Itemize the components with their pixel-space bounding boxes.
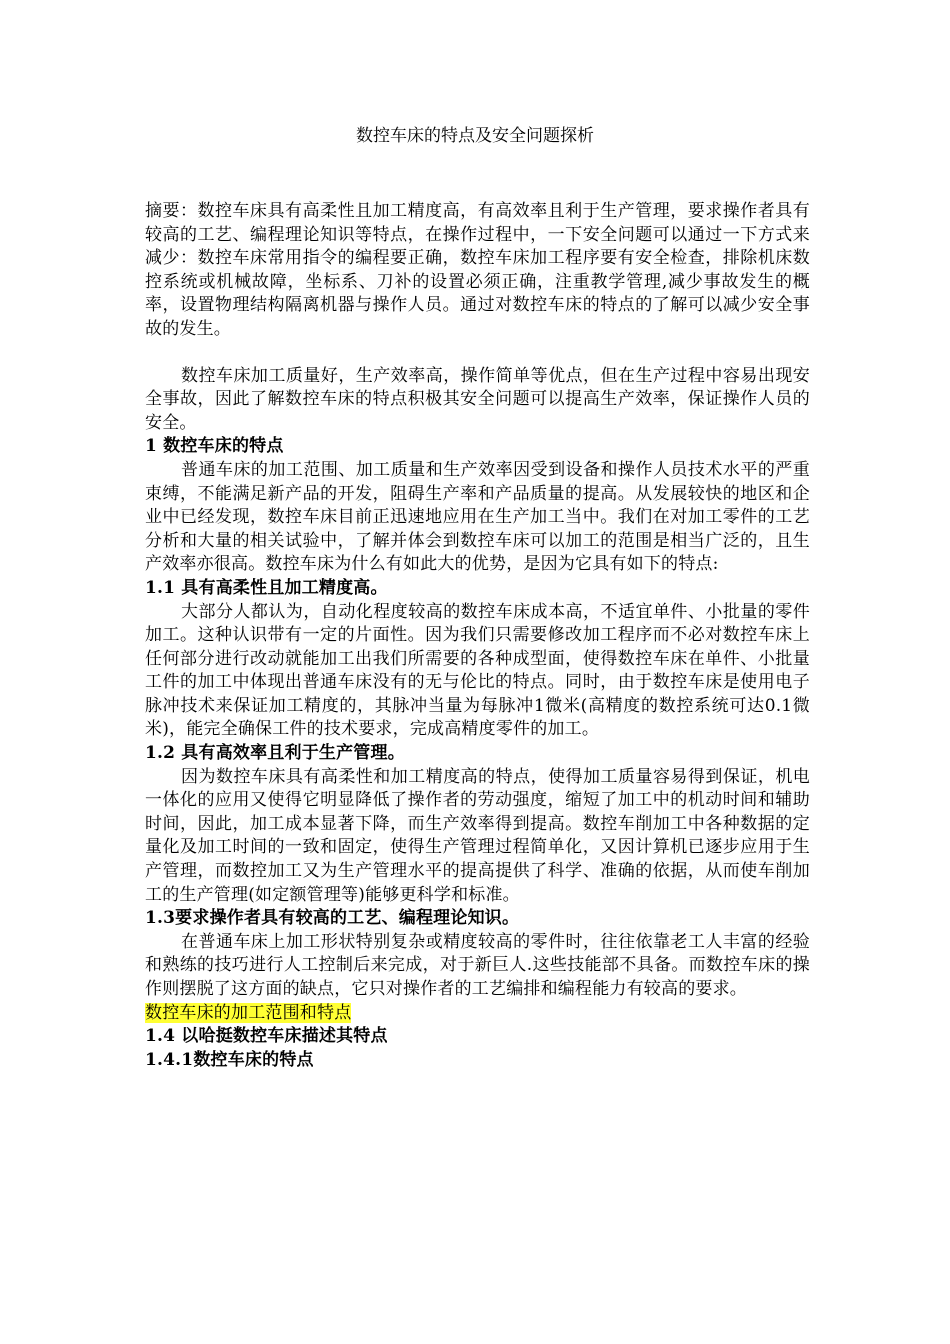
document-title: 数控车床的特点及安全问题探析 — [356, 126, 594, 146]
section-1-2-heading: 1.2 具有高效率且利于生产管理。 — [145, 743, 405, 764]
spacer — [145, 342, 810, 365]
section-1-2-text: 因为数控车床具有高柔性和加工精度高的特点，使得加工质量容易得到保证，机电一体化的应用又使得它明显降低了操作者的劳动强度，缩短了加工中的机动时间和辅助时间，因此，加工成本显著下降，而生产效率得到提高。数控车削加工中各种数据的定量化及加工时间的一致和固定，使得生产管理过程简单化，又因计算机已逐步应用于生产管理，而数控加工又为生产管理水平的提高提供了科学、准确的依据，从而使车削加工的生产管理(如定额管理等)能够更科学和标准。 — [145, 766, 810, 905]
abstract-paragraph: 摘要：数控车床具有高柔性且加工精度高，有高效率且利于生产管理，要求操作者具有较高的工艺、编程理论知识等特点，在操作过程中，一下安全问题可以通过一下方式来减少：数控车床常用指令的编程要正确，数控车床加工程序要有安全检查，排除机床数控系统或机械故障，坐标系、刀补的设置必须正确，注重教学管理,减少事故发生的概率，设置物理结构隔离机器与操作人员。通过对数控车床的特点的了解可以减少安全事故的发生。 — [145, 201, 810, 339]
section-1-1-heading: 1.1 具有高柔性且加工精度高。 — [145, 577, 388, 598]
highlighted-text: 数控车床的加工范围和特点 — [145, 1002, 352, 1023]
abstract-block — [145, 200, 810, 1072]
section-1-text: 普通车床的加工范围、加工质量和生产效率因受到设备和操作人员技术水平的严重束缚，不能满足新产品的开发，阻碍生产率和产品质量的提高。从发展较快的地区和企业中已经发现，数控车床目前正迅速地应用在生产加工当中。我们在对加工零件的工艺分析和大量的相关试验中，了解并体会到数控车床可以加工的范围是相当广泛的，且生产效率亦很高。数控车床为什么有如此大的优势，是因为它具有如下的特点: — [145, 459, 810, 575]
section-1-3-heading: 1.3要求操作者具有较高的工艺、编程理论知识。 — [145, 908, 520, 929]
section-1-4-heading: 1.4 以哈挺数控车床描述其特点 — [145, 1026, 388, 1047]
section-1-heading: 1 数控车床的特点 — [145, 436, 284, 457]
section-1-4-1-heading: 1.4.1数控车床的特点 — [145, 1049, 314, 1070]
section-1-1-text: 大部分人都认为，自动化程度较高的数控车床成本高，不适宜单件、小批量的零件加工。这种认识带有一定的片面性。因为我们只需要修改加工程序而不必对数控车床上任何部分进行改动就能加工出我们所需要的各种成型面，使得数控车床在单件、小批量工件的加工中体现出普通车床没有的无与伦比的特点。同时，由于数控车床是使用电子脉冲技术来保证加工精度的，其脉冲当量为每脉冲1微米(高精度的数控系统可达0.1微米)，能完全确保工件的技术要求，完成高精度零件的加工。 — [145, 601, 810, 740]
intro-paragraph: 数控车床加工质量好，生产效率高，操作简单等优点，但在生产过程中容易出现安全事故，因此了解数控车床的特点积极其安全问题可以提高生产效率，保证操作人员的安全。 — [145, 365, 810, 433]
section-1-3-text: 在普通车床上加工形状特别复杂或精度较高的零件时，往往依靠老工人丰富的经验和熟练的技巧进行人工控制后来完成，对于新巨人.这些技能部不具备。而数控车床的操作则摆脱了这方面的缺点，它只对操作者的工艺编排和编程能力有较高的要求。 — [145, 931, 810, 999]
highlighted-line — [145, 1002, 810, 1026]
